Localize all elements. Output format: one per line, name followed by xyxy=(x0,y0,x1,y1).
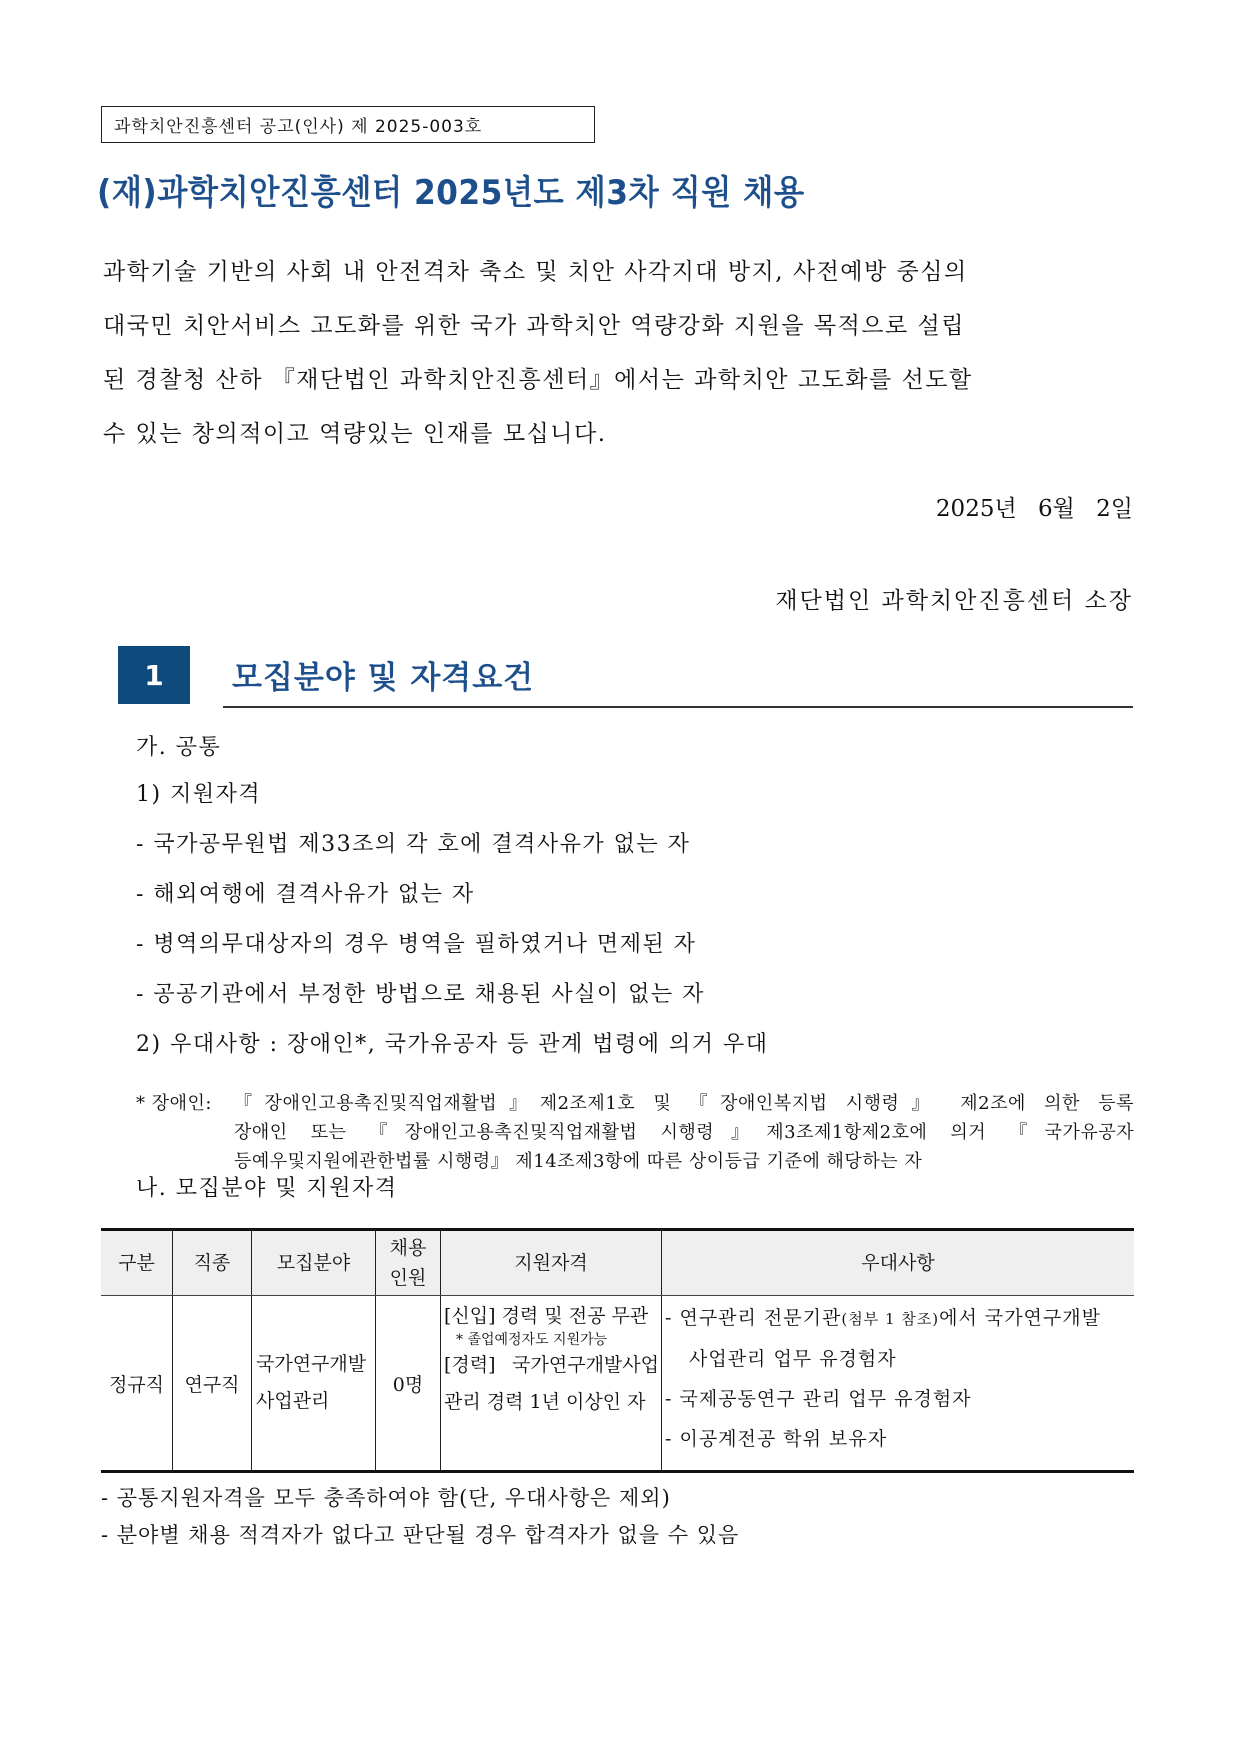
footnote-line: 『장애인고용촉진및직업재활법』제2조제1호 및 『장애인복지법 시행령』 제2조에 의한 등록 xyxy=(234,1093,1134,1114)
common-heading: 가. 공통 xyxy=(136,735,222,760)
section-number-badge: 1 xyxy=(118,646,190,704)
qualification-item: - 국가공무원법 제33조의 각 호에 결격사유가 없는 자 xyxy=(136,832,691,857)
preference-line: 2) 우대사항 : 장애인*, 국가유공자 등 관계 법령에 의거 우대 xyxy=(136,1032,769,1057)
pref-item: - 국제공동연구 관리 업무 유경험자 xyxy=(665,1388,972,1410)
intro-line: 수 있는 창의적이고 역량있는 인재를 모십니다. xyxy=(103,421,607,447)
intro-line: 대국민 치안서비스 고도화를 위한 국가 과학치안 역량강화 지원을 목적으로 설립 xyxy=(103,313,965,339)
cell-preference xyxy=(662,1296,1135,1472)
cell-field xyxy=(252,1296,376,1472)
col-header-field: 모집분야 xyxy=(252,1230,376,1296)
footnote-disabled xyxy=(136,1089,1134,1176)
col-header-hire-count xyxy=(376,1230,441,1296)
notice-number-box xyxy=(101,106,595,143)
section-divider xyxy=(223,706,1133,708)
hire-count-label-2: 인원 xyxy=(389,1267,427,1289)
footnote-line: 등예우및지원에관한법률 시행령』 제14조제3항에 따른 상이등급 기준에 해당하는 자 xyxy=(234,1151,923,1172)
table-row xyxy=(101,1296,1134,1472)
footnote-label: * 장애인: xyxy=(136,1093,212,1114)
fields-heading: 나. 모집분야 및 지원자격 xyxy=(136,1176,398,1201)
signer: 재단법인 과학치안진흥센터 소장 xyxy=(775,588,1133,614)
intro-line: 과학기술 기반의 사회 내 안전격차 축소 및 치안 사각지대 방지, 사전예방 중심의 xyxy=(103,259,968,285)
qualification-heading: 1) 지원자격 xyxy=(136,782,262,807)
hire-count-label-1: 채용 xyxy=(389,1237,427,1259)
cell-qualification xyxy=(441,1296,662,1472)
pref-text: 에서 국가연구개발 xyxy=(939,1307,1101,1329)
closing-note: - 공통지원자격을 모두 충족하여야 함(단, 우대사항은 제외) xyxy=(101,1486,671,1510)
recruitment-table xyxy=(101,1228,1134,1473)
page-title: (재)과학치안진흥센터 2025년도 제3차 직원 채용 xyxy=(97,173,805,213)
pref-item xyxy=(665,1298,1130,1339)
qualification-item: - 병역의무대상자의 경우 병역을 필하였거나 면제된 자 xyxy=(136,932,697,957)
footnote-line: 장애인 또는 『장애인고용촉진및직업재활법 시행령』제3조제1항제2호에 의거 『국가유공자 xyxy=(234,1122,1134,1143)
section-title: 모집분야 및 자격요건 xyxy=(232,660,535,696)
pref-attachment-ref: (첨부 1 참조) xyxy=(841,1310,940,1328)
announcement-date: 2025년 6월 2일 xyxy=(935,496,1133,522)
intro-line: 된 경찰청 산하 『재단법인 과학치안진흥센터』에서는 과학치안 고도화를 선도할 xyxy=(103,367,973,393)
qual-new: [신입] 경력 및 전공 무관 xyxy=(444,1305,649,1327)
qual-note: * 졸업예정자도 지원가능 xyxy=(456,1332,608,1348)
field-line: 국가연구개발 xyxy=(256,1353,367,1375)
pref-item: - 이공계전공 학위 보유자 xyxy=(665,1428,888,1450)
table-header-row xyxy=(101,1230,1134,1296)
pref-text: - 연구관리 전문기관 xyxy=(665,1307,842,1329)
col-header-job-type: 직종 xyxy=(173,1230,252,1296)
cell-job-type: 연구직 xyxy=(173,1296,252,1472)
qual-experienced: [경력] 국가연구개발사업 관리 경력 1년 이상인 자 xyxy=(444,1354,659,1413)
cell-hire-count: 0명 xyxy=(376,1296,441,1472)
cell-category: 정규직 xyxy=(101,1296,173,1472)
notice-number: 과학치안진흥센터 공고(인사) 제 2025-003호 xyxy=(114,117,483,137)
col-header-qualification: 지원자격 xyxy=(441,1230,662,1296)
closing-note: - 분야별 채용 적격자가 없다고 판단될 경우 합격자가 없을 수 있음 xyxy=(101,1523,740,1547)
col-header-category: 구분 xyxy=(101,1230,173,1296)
intro-paragraph xyxy=(103,245,1133,461)
pref-item-cont: 사업관리 업무 유경험자 xyxy=(689,1348,897,1370)
col-header-preference: 우대사항 xyxy=(662,1230,1135,1296)
qualification-item: - 공공기관에서 부정한 방법으로 채용된 사실이 없는 자 xyxy=(136,982,705,1007)
qualification-item: - 해외여행에 결격사유가 없는 자 xyxy=(136,882,475,907)
field-line: 사업관리 xyxy=(256,1390,330,1412)
